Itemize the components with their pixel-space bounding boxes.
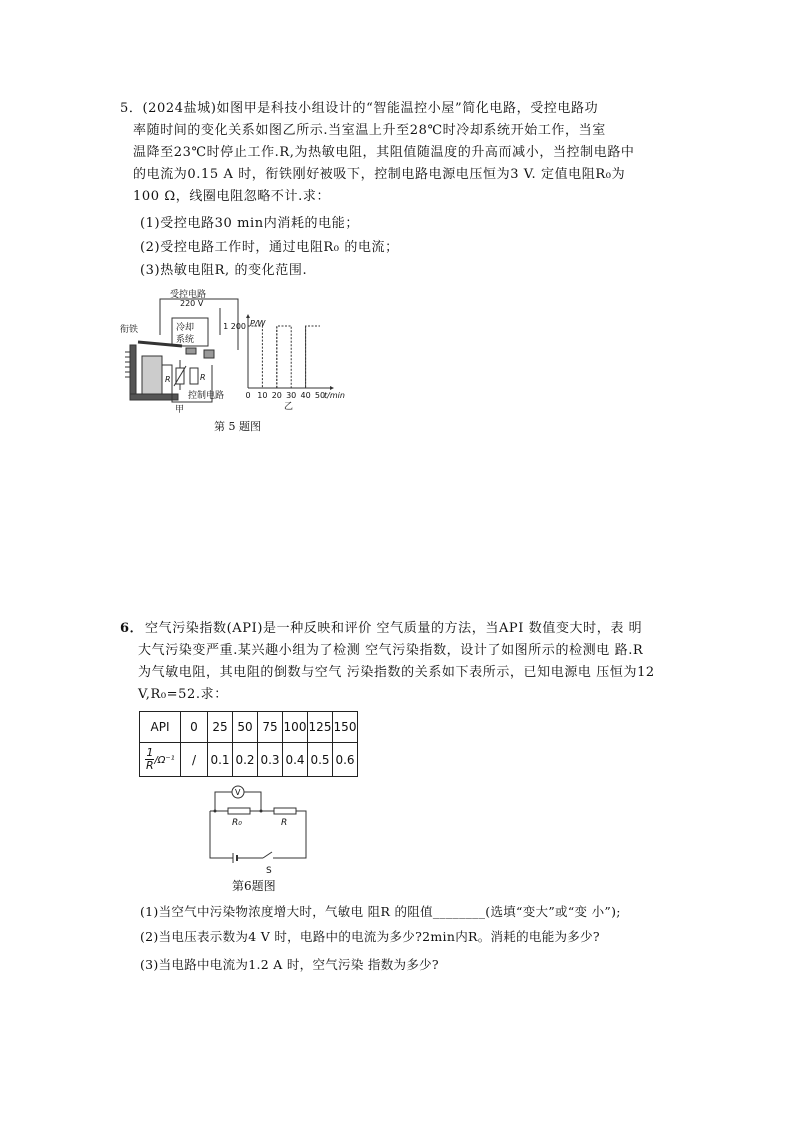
q6-line-2: 大气污染变严重.某兴趣小组为了检测 空气污染指数，设计了如图所示的检测电 路.R: [138, 643, 644, 658]
api-cell: 0: [181, 712, 208, 743]
voltage-220-label: 220 V: [180, 299, 204, 308]
q5-line-4: 的电流为0.15 A 时，衔铁刚好被吸下，控制电路电源电压恒为3 V. 定值电阻R₀为: [133, 167, 626, 182]
reciprocal-cell: 0.1: [208, 743, 233, 777]
x-tick-label: 10: [257, 391, 268, 400]
q6-sub-3: (3)当电路中电流为1.2 A 时，空气污染 指数为多少?: [140, 957, 439, 972]
q5-figure-caption: 第 5 题图: [214, 420, 261, 433]
reciprocal-fraction: [145, 747, 154, 772]
q6-line-1: 空气污染指数(API)是一种反映和评价 空气质量的方法，当API 数值变大时，表 明: [145, 621, 643, 636]
reciprocal-cell: /: [181, 743, 208, 777]
reciprocal-row: [140, 743, 358, 777]
reciprocal-cell: 0.3: [258, 743, 283, 777]
q6-circuit-figure: [208, 783, 308, 876]
x-tick-label: 20: [271, 391, 282, 400]
q5-sub-1: (1)受控电路30 min内消耗的电能；: [140, 216, 359, 231]
q6-sub-2: (2)当电压表示数为4 V 时，电路中的电流为多少?2min内R。消耗的电能为多少?: [140, 929, 600, 944]
x-axis-label: t/min: [324, 391, 345, 400]
api-cell: 50: [233, 712, 258, 743]
reciprocal-header-cell: [140, 743, 181, 777]
voltmeter-label: V: [235, 788, 241, 797]
api-header-cell: API: [140, 712, 181, 743]
x-axis-arrow: [330, 386, 334, 390]
q6-number: 6．: [120, 621, 144, 636]
reciprocal-cell: 0.2: [233, 743, 258, 777]
y-axis-arrow: [246, 314, 250, 318]
reciprocal-unit: /Ω⁻¹: [154, 755, 175, 766]
r-label: R: [281, 818, 288, 828]
api-cell: 75: [258, 712, 283, 743]
armature-label: 衔铁: [120, 325, 139, 335]
q5-sub-2: (2)受控电路工作时，通过电阻R₀ 的电流；: [140, 240, 399, 255]
api-cell: 125: [308, 712, 333, 743]
figure-jia-label: 甲: [175, 405, 185, 415]
q5-power-chart: [223, 290, 345, 412]
reciprocal-cell: 0.4: [283, 743, 308, 777]
x-tick-label: 40: [300, 391, 311, 400]
q6-figure-caption: 第6题图: [232, 879, 276, 893]
controlled-circuit-label: 受控电路: [170, 290, 207, 300]
x-tick-label: 30: [286, 391, 297, 400]
reciprocal-cell: 0.6: [333, 743, 358, 777]
x-tick-label: 0: [245, 391, 251, 400]
figure-yi-label: 乙: [284, 402, 294, 412]
cooling-label-1: 冷却: [176, 323, 195, 333]
fraction-numerator: 1: [146, 746, 154, 759]
r0-label: R: [200, 373, 206, 382]
q6-line-3: 为气敏电阻，其电阻的倒数与空气 污染指数的关系如下表所示，已知电源电 压恒为12: [138, 665, 655, 680]
x-tick-label: 50: [314, 391, 326, 400]
y-axis-label: P/W: [250, 319, 266, 328]
reciprocal-cell: 0.5: [308, 743, 333, 777]
q6-line-4: V,R₀=52.求：: [138, 687, 228, 702]
switch-label: S: [266, 866, 272, 876]
r0-label: R₀: [232, 818, 242, 828]
rt-label: R: [165, 375, 171, 384]
q6-sub-1: (1)当空气中污染物浓度增大时，气敏电 阻R 的阻值________(选填“变大”或“变 小”);: [140, 904, 621, 919]
q5-line-3: 温降至23℃时停止工作.R,为热敏电阻，其阻值随温度的升高而减小，当控制电路中: [133, 145, 635, 160]
api-row: [140, 712, 358, 743]
cooling-label-2: 系统: [176, 335, 195, 345]
q5-line-2: 率随时间的变化关系如图乙所示.当室温上升至28℃时冷却系统开始工作，当室: [133, 123, 606, 138]
y-tick-label: 1 200: [223, 322, 246, 331]
control-circuit-label: 控制电路: [188, 391, 225, 401]
q5-line-1: 5．(2024盐城)如图甲是科技小组设计的“智能温控小屋”简化电路，受控电路功: [120, 101, 599, 116]
q5-line-5: 100 Ω，线圈电阻忽略不计.求：: [133, 189, 331, 204]
api-cell: 150: [333, 712, 358, 743]
power-series-line: [248, 326, 320, 388]
api-cell: 100: [283, 712, 308, 743]
api-table: [139, 711, 358, 777]
q5-sub-3: (3)热敏电阻R, 的变化范围.: [140, 263, 308, 278]
fraction-denominator: R: [146, 759, 154, 772]
api-cell: 25: [208, 712, 233, 743]
